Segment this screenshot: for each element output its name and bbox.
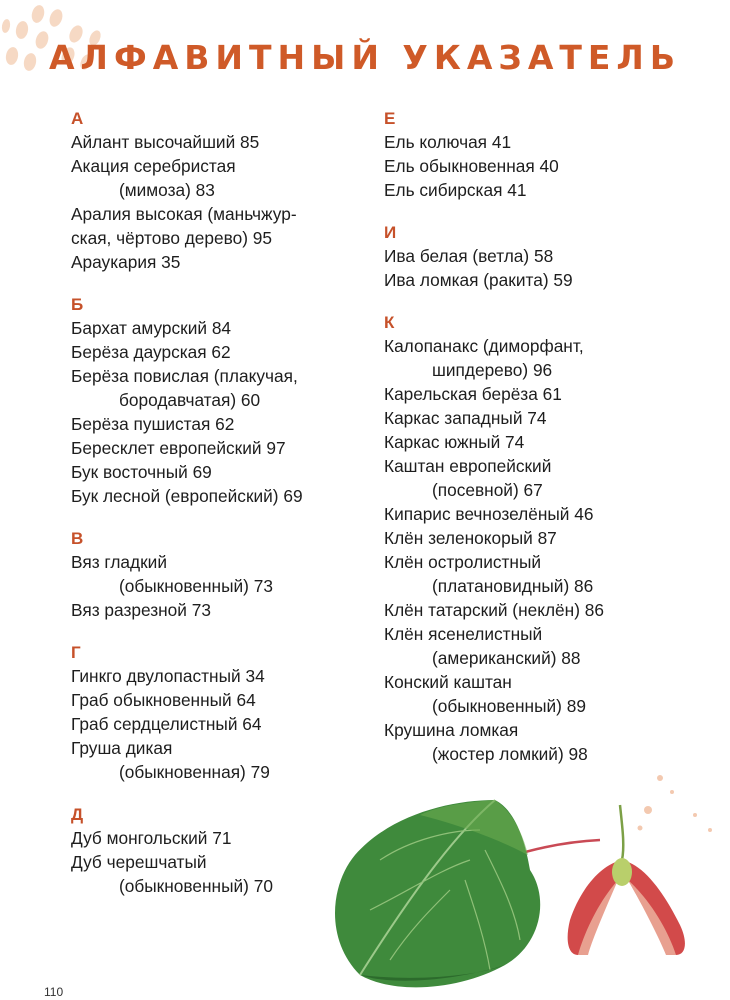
- entry-text: Берёза даурская 62: [71, 342, 231, 362]
- entry-text: Ива ломкая (ракита) 59: [384, 270, 573, 290]
- index-entry: [384, 502, 714, 526]
- entry-text: Конский каштан: [384, 672, 512, 692]
- entry-text: Акация серебристая: [71, 156, 236, 176]
- entry-text: Калопанакс (диморфант,: [384, 336, 584, 356]
- index-entry: [71, 550, 371, 598]
- index-entry: [71, 340, 371, 364]
- index-entry: [71, 412, 371, 436]
- section-letter: Г: [71, 643, 81, 662]
- index-entry: [71, 664, 371, 688]
- section-letter: В: [71, 529, 84, 548]
- entry-text: Вяз разрезной 73: [71, 600, 211, 620]
- index-section: [71, 108, 371, 274]
- index-section: [71, 294, 371, 508]
- index-entry: [384, 430, 714, 454]
- entry-continuation: (обыкновенный) 70: [119, 876, 273, 896]
- entry-continuation: (мимоза) 83: [119, 180, 215, 200]
- index-section: [71, 528, 371, 622]
- index-entry: [71, 436, 371, 460]
- index-entry: [384, 526, 714, 550]
- entry-text: Берёза пушистая 62: [71, 414, 235, 434]
- section-letter: Б: [71, 295, 84, 314]
- entry-text: Карельская берёза 61: [384, 384, 562, 404]
- entry-text: Клён татарский (неклён) 86: [384, 600, 604, 620]
- index-entry: [384, 598, 714, 622]
- section-letter: И: [384, 223, 397, 242]
- page-number: 110: [44, 985, 64, 999]
- entry-text: Граб сердцелистный 64: [71, 714, 262, 734]
- index-entry: [384, 244, 714, 268]
- entry-text: Бук лесной (европейский) 69: [71, 486, 303, 506]
- entry-text: Граб обыкновенный 64: [71, 690, 256, 710]
- entry-continuation: ская, чёртово дерево) 95: [71, 228, 273, 248]
- index-entry: [71, 688, 371, 712]
- entry-continuation: (американский) 88: [432, 648, 581, 668]
- index-entry: [384, 334, 714, 382]
- index-section: [384, 222, 714, 292]
- entry-text: Аралия высокая (маньчжур-: [71, 204, 297, 224]
- entry-continuation: (платановидный) 86: [432, 576, 594, 596]
- index-entry: [384, 178, 714, 202]
- entry-text: Дуб черешчатый: [71, 852, 207, 872]
- entry-text: Клён ясенелистный: [384, 624, 543, 644]
- section-letter: Д: [71, 805, 84, 824]
- section-letter: К: [384, 313, 395, 332]
- index-entry: [71, 598, 371, 622]
- entry-text: Каштан европейский: [384, 456, 552, 476]
- index-entry: [384, 130, 714, 154]
- index-entry: [71, 712, 371, 736]
- index-entry: [384, 454, 714, 502]
- index-entry: [384, 406, 714, 430]
- index-entry: [384, 382, 714, 406]
- entry-text: Бересклет европейский 97: [71, 438, 286, 458]
- index-section: [384, 108, 714, 202]
- index-entry: [384, 622, 714, 670]
- index-entry: [384, 670, 714, 718]
- index-entry: [71, 154, 371, 202]
- entry-text: Клён зеленокорый 87: [384, 528, 557, 548]
- entry-text: Гинкго двулопастный 34: [71, 666, 265, 686]
- index-entry: [384, 268, 714, 292]
- entry-text: Бук восточный 69: [71, 462, 212, 482]
- section-letter: А: [71, 109, 84, 128]
- index-entry: [384, 154, 714, 178]
- index-entry: [71, 484, 371, 508]
- leaf-and-seed-illustration: [300, 770, 720, 995]
- entry-text: Ель колючая 41: [384, 132, 512, 152]
- index-entry: [71, 130, 371, 154]
- index-section: [71, 642, 371, 784]
- entry-text: Вяз гладкий: [71, 552, 167, 572]
- section-letter: Е: [384, 109, 396, 128]
- entry-text: Берёза повислая (плакучая,: [71, 366, 298, 386]
- entry-text: Ива белая (ветла) 58: [384, 246, 554, 266]
- entry-text: Ель сибирская 41: [384, 180, 527, 200]
- index-entry: [384, 718, 714, 766]
- entry-continuation: (посевной) 67: [432, 480, 543, 500]
- entry-continuation: (жостер ломкий) 98: [432, 744, 588, 764]
- entry-continuation: бородавчатая) 60: [119, 390, 261, 410]
- entry-text: Кипарис вечнозелёный 46: [384, 504, 594, 524]
- index-entry: [71, 316, 371, 340]
- entry-text: Крушина ломкая: [384, 720, 519, 740]
- entry-text: Груша дикая: [71, 738, 173, 758]
- entry-text: Айлант высочайший 85: [71, 132, 260, 152]
- entry-text: Клён остролистный: [384, 552, 542, 572]
- entry-text: Ель обыкновенная 40: [384, 156, 559, 176]
- index-entry: [71, 250, 371, 274]
- entry-text: Араукария 35: [71, 252, 181, 272]
- index-section: [384, 312, 714, 766]
- index-entry: [71, 364, 371, 412]
- page-title: АЛФАВИТНЫЙ УКАЗАТЕЛЬ: [49, 38, 681, 77]
- entry-continuation: (обыкновенный) 73: [119, 576, 273, 596]
- entry-continuation: (обыкновенный) 89: [432, 696, 586, 716]
- entry-text: Каркас западный 74: [384, 408, 547, 428]
- entry-text: Каркас южный 74: [384, 432, 525, 452]
- entry-text: Бархат амурский 84: [71, 318, 232, 338]
- index-column-right: [384, 108, 714, 786]
- index-entry: [71, 460, 371, 484]
- index-entry: [384, 550, 714, 598]
- index-entry: [71, 202, 371, 250]
- entry-continuation: (обыкновенная) 79: [119, 762, 270, 782]
- entry-continuation: шипдерево) 96: [432, 360, 553, 380]
- entry-text: Дуб монгольский 71: [71, 828, 232, 848]
